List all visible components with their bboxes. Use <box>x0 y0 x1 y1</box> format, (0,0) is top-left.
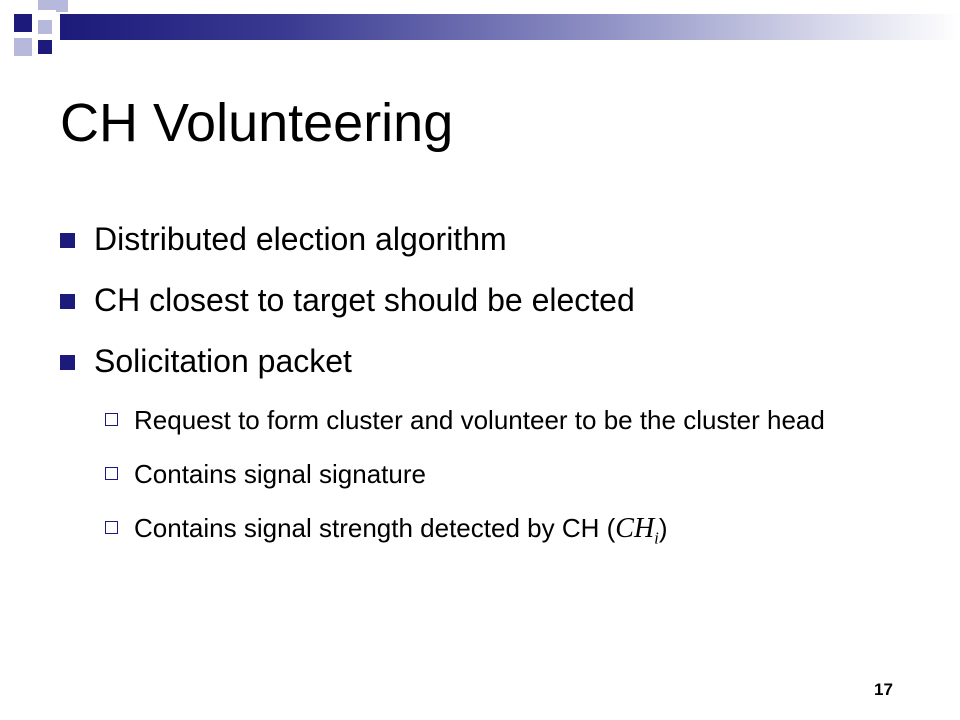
sub-bullet-item <box>103 512 903 555</box>
decor-square-light <box>56 0 68 12</box>
sub-bullet-text-prefix: Contains signal strength detected by CH ( <box>134 513 616 543</box>
bullet-item <box>60 281 920 319</box>
decor-square-navy <box>38 40 52 54</box>
sub-bullet-text-suffix: ) <box>658 513 668 543</box>
bullet-item <box>60 220 920 258</box>
hollow-square-bullet-icon <box>105 413 118 426</box>
math-ch-i <box>615 513 659 548</box>
square-bullet-icon <box>60 294 75 309</box>
square-bullet-icon <box>60 233 75 248</box>
sub-bullet-text: Request to form cluster and volunteer to be the cluster head <box>134 405 825 435</box>
sub-bullet-item <box>103 404 903 436</box>
sub-bullet-text: Contains signal signature <box>134 459 426 489</box>
page-number: 17 <box>874 680 893 699</box>
decor-square-light <box>14 38 32 56</box>
decor-square-light <box>38 0 56 10</box>
square-bullet-icon <box>60 355 75 370</box>
sub-bullet-list <box>103 404 903 577</box>
sub-bullet-item <box>103 458 903 490</box>
header-gradient-bar <box>60 14 960 40</box>
hollow-square-bullet-icon <box>105 521 118 534</box>
decor-square-light <box>38 20 52 34</box>
math-subscript: i <box>654 528 659 548</box>
bullet-text: CH closest to target should be elected <box>94 282 635 318</box>
bullet-list <box>60 220 920 403</box>
math-base: CH <box>615 513 655 544</box>
decor-square-navy <box>14 14 32 32</box>
bullet-item <box>60 342 920 380</box>
hollow-square-bullet-icon <box>105 467 118 480</box>
slide-title: CH Volunteering <box>60 93 454 153</box>
bullet-text: Distributed election algorithm <box>94 221 507 257</box>
bullet-text: Solicitation packet <box>94 343 352 379</box>
